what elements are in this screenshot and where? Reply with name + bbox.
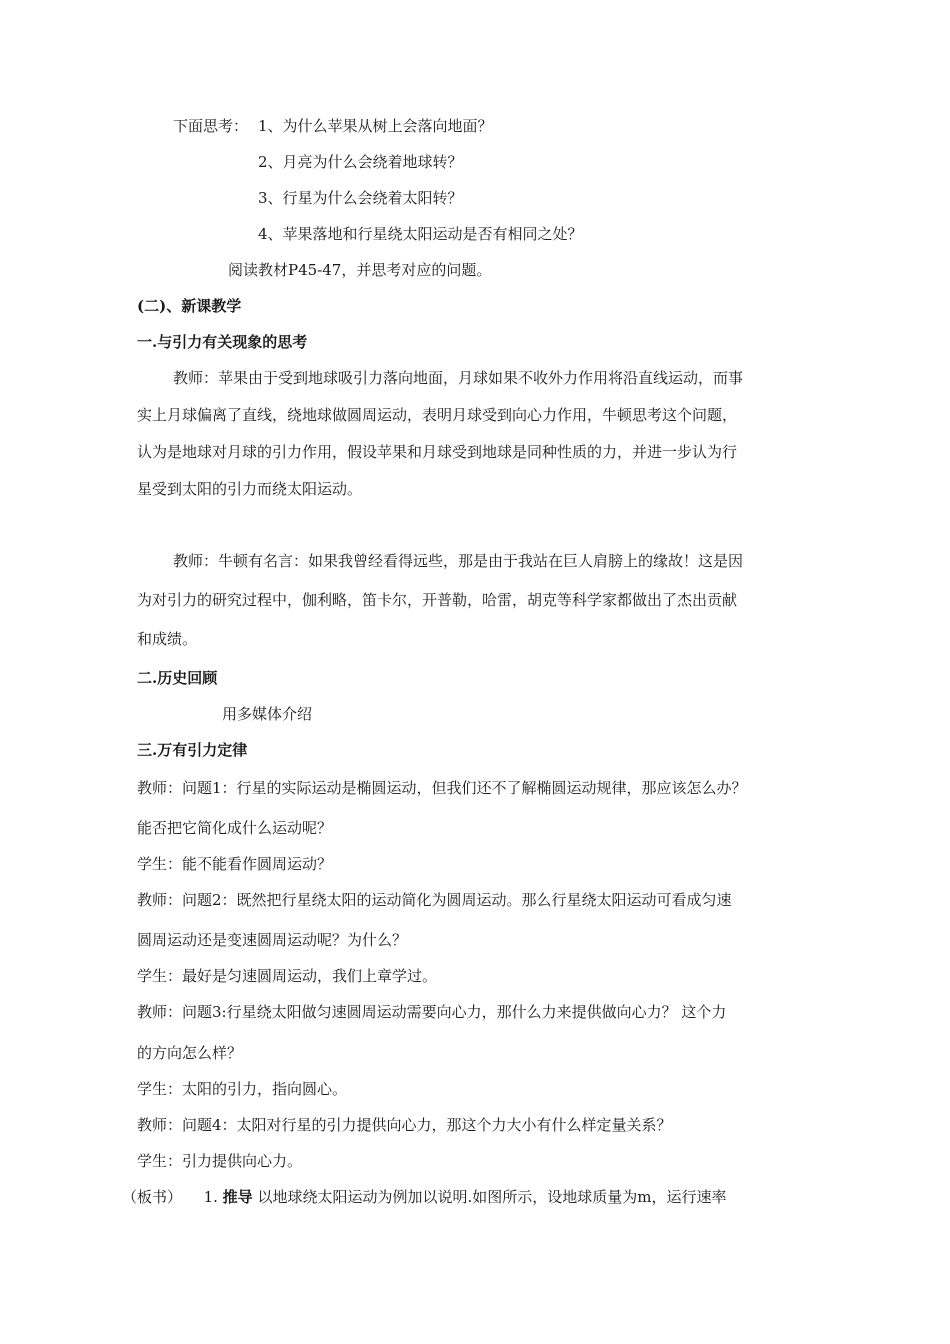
- part1-heading: 一.与引力有关现象的思考: [137, 333, 308, 351]
- dialogue-line-9: 学生：太阳的引力，指向圆心。: [137, 1080, 348, 1098]
- part2-text: 用多媒体介绍: [222, 705, 313, 723]
- dialogue-line-11: 学生：引力提供向心力。: [137, 1152, 303, 1170]
- part1-para1-line4: 星受到太阳的引力而绕太阳运动。: [137, 480, 363, 498]
- part1-para2-line1: 教师：牛顿有名言：如果我曾经看得远些，那是由于我站在巨人肩膀上的缘故！这是因: [173, 552, 744, 570]
- board-derivation-keyword: 推导: [222, 1188, 253, 1206]
- part1-para1-line2: 实上月球偏离了直线，绕地球做圆周运动，表明月球受到向心力作用，牛顿思考这个问题，: [137, 406, 738, 424]
- dialogue-line-4: 教师：问题2：既然把行星绕太阳的运动简化为圆周运动。那么行星绕太阳运动可看成匀速: [137, 891, 732, 909]
- dialogue-line-10: 教师：问题4：太阳对行星的引力提供向心力，那这个力大小有什么样定量关系？: [137, 1116, 672, 1134]
- part1-para2-line3: 和成绩。: [137, 630, 198, 648]
- question-3: 3、行星为什么会绕着太阳转？: [258, 189, 463, 207]
- think-prompt-label: 下面思考：: [173, 117, 249, 135]
- part1-para1-line1: 教师：苹果由于受到地球吸引力落向地面，月球如果不收外力作用将沿直线运动，而事: [173, 369, 744, 387]
- part3-heading: 三.万有引力定律: [137, 741, 248, 759]
- section-heading-new-lesson: (二)、新课教学: [137, 297, 242, 315]
- part2-heading: 二.历史回顾: [137, 669, 218, 687]
- part1-para1-line3: 认为是地球对月球的引力作用，假设苹果和月球受到地球是同种性质的力，并进一步认为行: [137, 443, 738, 461]
- dialogue-line-7: 教师：问题3:行星绕太阳做匀速圆周运动需要向心力，那什么力来提供做向心力？ 这个力: [137, 1003, 727, 1021]
- part1-para2-line2: 为对引力的研究过程中，伽利略，笛卡尔，开普勒，哈雷，胡克等科学家都做出了杰出贡献: [137, 591, 738, 609]
- question-1: 1、为什么苹果从树上会落向地面？: [258, 117, 493, 135]
- dialogue-line-1: 教师：问题1：行星的实际运动是椭圆运动，但我们还不了解椭圆运动规律，那应该怎么办？: [137, 779, 747, 797]
- question-2: 2、月亮为什么会绕着地球转？: [258, 153, 463, 171]
- dialogue-line-2: 能否把它简化成什么运动呢？: [137, 819, 333, 837]
- dialogue-line-8: 的方向怎么样？: [137, 1044, 243, 1062]
- board-text: 以地球绕太阳运动为例加以说明.如图所示，设地球质量为m，运行速率: [257, 1188, 727, 1206]
- dialogue-line-3: 学生：能不能看作圆周运动？: [137, 855, 333, 873]
- board-label: （板书）: [122, 1188, 183, 1206]
- question-4: 4、苹果落地和行星绕太阳运动是否有相同之处？: [258, 225, 583, 243]
- dialogue-line-6: 学生：最好是匀速圆周运动，我们上章学过。: [137, 967, 438, 985]
- board-note-line: [122, 1187, 726, 1207]
- board-number: 1.: [203, 1188, 218, 1206]
- reading-instruction: 阅读教材P45-47，并思考对应的问题。: [228, 261, 492, 279]
- dialogue-line-5: 圆周运动还是变速圆周运动呢？为什么？: [137, 931, 408, 949]
